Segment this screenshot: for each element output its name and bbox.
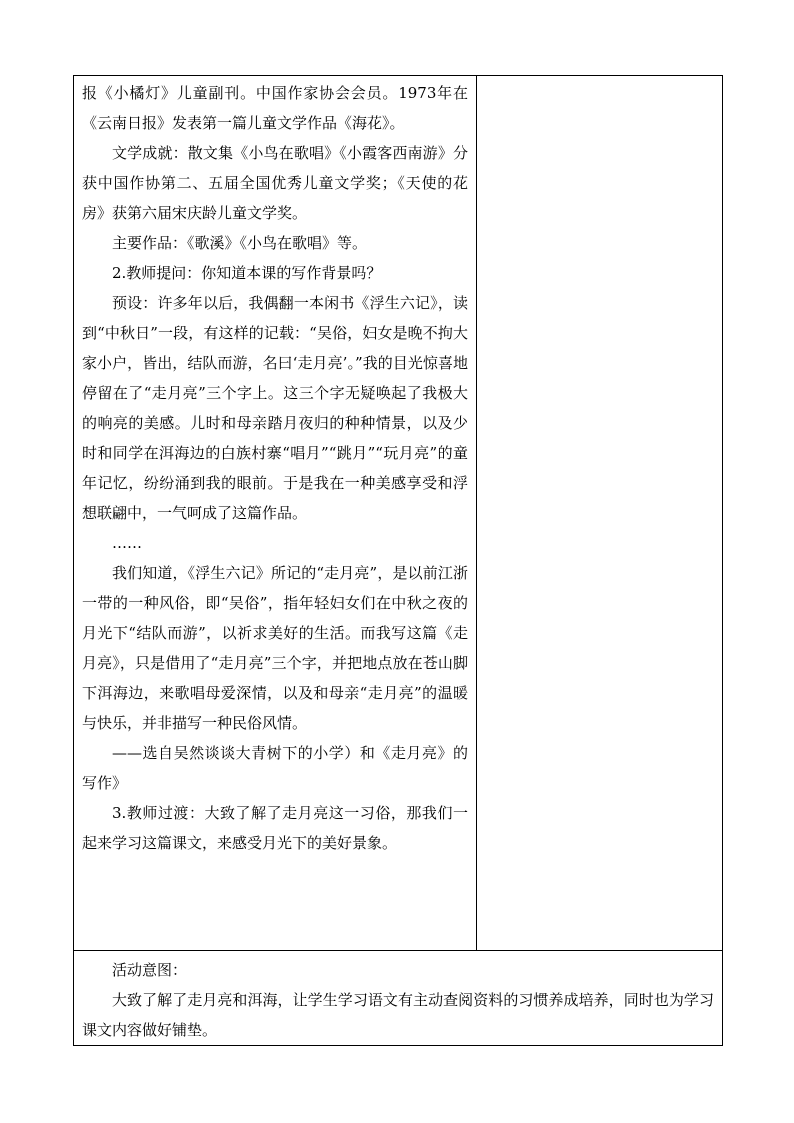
paragraph-ellipsis: …… xyxy=(112,534,142,552)
paragraph-preset-answer: 预设：许多年以后，我偶翻一本闲书《浮生六记》，读到“中秋日”一段，有这样的记载：“吴俗，妇女是晚不拘大家小户，皆出，结队而游，名曰‘走月亮’。”我的目光惊喜地停留在了“走月亮”三个字上。这三个字无疑唤起了我极大的响亮的美感。儿时和母亲踏月夜归的种种情景，以及少时和同学在洱海边的白族村寨“唱月”“跳月”“玩月亮”的童年记忆，纷纷涌到我的眼前。于是我在一种美感享受和浮想联翩中，一气呵成了这篇作品。 xyxy=(82,294,468,522)
paragraph-main-works: 主要作品：《歌溪》《小鸟在歌唱》等。 xyxy=(112,234,368,252)
activity-intent-content xyxy=(74,951,722,1045)
paragraph-teacher-transition: 3.教师过渡：大致了解了走月亮这一习俗，那我们一起来学习这篇课文，来感受月光下的美好景象。 xyxy=(82,804,468,852)
paragraph-source-citation: ——选自吴然谈谈大青树下的小学）和《走月亮》的写作》 xyxy=(82,744,468,792)
activity-intent-text: 大致了解了走月亮和洱海，让学生学习语文有主动查阅资料的习惯养成培养，同时也为学习课文内容做好铺垫。 xyxy=(82,991,714,1039)
notes-cell xyxy=(477,76,723,951)
paragraph-teacher-question: 2.教师提问：你知道本课的写作背景吗？ xyxy=(112,264,382,282)
teaching-process-content xyxy=(74,76,476,858)
activity-intent-cell xyxy=(74,951,723,1046)
teaching-process-cell xyxy=(74,76,477,951)
table-row xyxy=(74,951,723,1046)
lesson-plan-table xyxy=(73,75,723,1046)
table-row xyxy=(74,76,723,951)
paragraph-literary-achievements: 文学成就：散文集《小鸟在歌唱》《小霞客西南游》分获中国作协第二、五届全国优秀儿童文学奖；《天使的花房》获第六届宋庆龄儿童文学奖。 xyxy=(82,144,468,222)
activity-intent-label: 活动意图： xyxy=(112,961,188,979)
paragraph-author-explanation: 我们知道，《浮生六记》所记的“走月亮”，是以前江浙一带的一种风俗，即“吴俗”，指年轻妇女们在中秋之夜的月光下“结队而游”，以祈求美好的生活。而我写这篇《走月亮》，只是借用了“走月亮”三个字，并把地点放在苍山脚下洱海边，来歌唱母爱深情，以及和母亲“走月亮”的温暖与快乐，并非描写一种民俗风情。 xyxy=(82,564,468,732)
paragraph-author-intro: 报《小橘灯》儿童副刊。中国作家协会会员。1973年在《云南日报》发表第一篇儿童文学作品《海花》。 xyxy=(82,84,468,132)
